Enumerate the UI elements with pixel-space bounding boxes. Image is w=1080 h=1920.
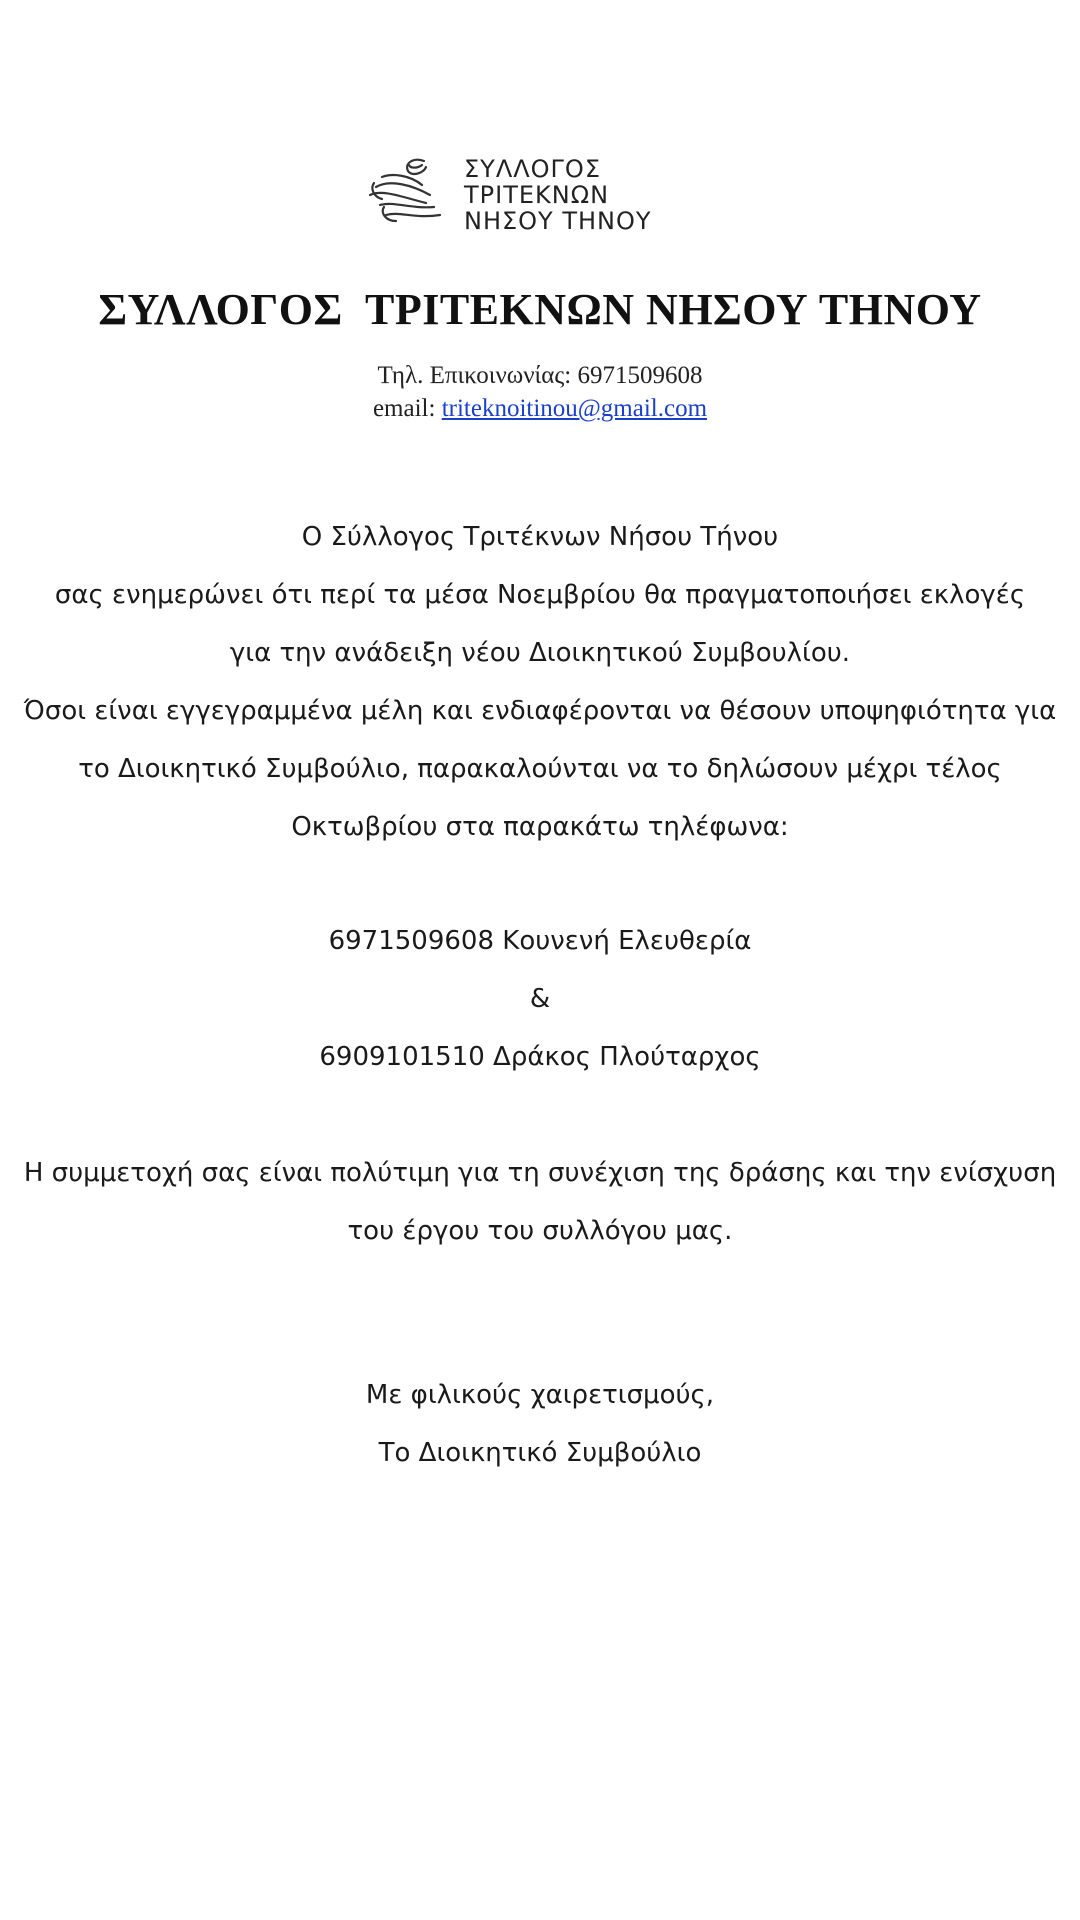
announcement-line-6: Οκτωβρίου στα παρακάτω τηλέφωνα: (291, 812, 789, 842)
email-link[interactable]: triteknoitinou@gmail.com (441, 395, 708, 422)
announcement-line-1: Ο Σύλλογος Τριτέκνων Νήσου Τήνου (301, 522, 779, 552)
signature: Το Διοικητικό Συμβούλιο (378, 1438, 702, 1468)
association-logo (362, 155, 722, 235)
logo-line-1: ΣΥΛΛΟΓΟΣ (464, 155, 601, 183)
contact-separator: & (529, 984, 551, 1014)
phone-label: Τηλ. Επικοινωνίας: (377, 362, 572, 389)
logo-text (464, 156, 652, 234)
closing-line-2: του έργου του συλλόγου μας. (347, 1216, 733, 1246)
contact-person-1: 6971509608 Κουνενή Ελευθερία (328, 926, 752, 956)
logo-line-2: ΤΡΙΤΕΚΝΩΝ (464, 181, 610, 209)
announcement-line-5: το Διοικητικό Συμβούλιο, παρακαλούνται να το δηλώσουν μέχρι τέλος (78, 754, 1002, 784)
logo-line-3: ΝΗΣΟΥ ΤΗΝΟΥ (464, 207, 652, 235)
email-contact (0, 395, 1080, 423)
announcement-line-2: σας ενημερώνει ότι περί τα μέσα Νοεμβρίου θα πραγματοποιήσει εκλογές (54, 580, 1026, 610)
contact-person-2: 6909101510 Δράκος Πλούταρχος (319, 1042, 761, 1072)
phone-number: 6971509608 (577, 362, 703, 389)
announcement-line-3: για την ανάδειξη νέου Διοικητικού Συμβουλίου. (229, 638, 851, 668)
dove-icon (362, 155, 462, 235)
closing-line-1: Η συμμετοχή σας είναι πολύτιμη για τη συνέχιση της δράσης και την ενίσχυση (23, 1158, 1057, 1188)
page-title: ΣΥΛΛΟΓΟΣ ΤΡΙΤΕΚΝΩΝ ΝΗΣΟΥ ΤΗΝΟΥ (98, 285, 982, 334)
greeting: Με φιλικούς χαιρετισμούς, (365, 1380, 715, 1410)
email-label: email: (372, 395, 436, 422)
phone-contact (0, 362, 1080, 390)
announcement-line-4: Όσοι είναι εγγεγραμμένα μέλη και ενδιαφέρονται να θέσουν υποψηφιότητα για (23, 696, 1057, 726)
